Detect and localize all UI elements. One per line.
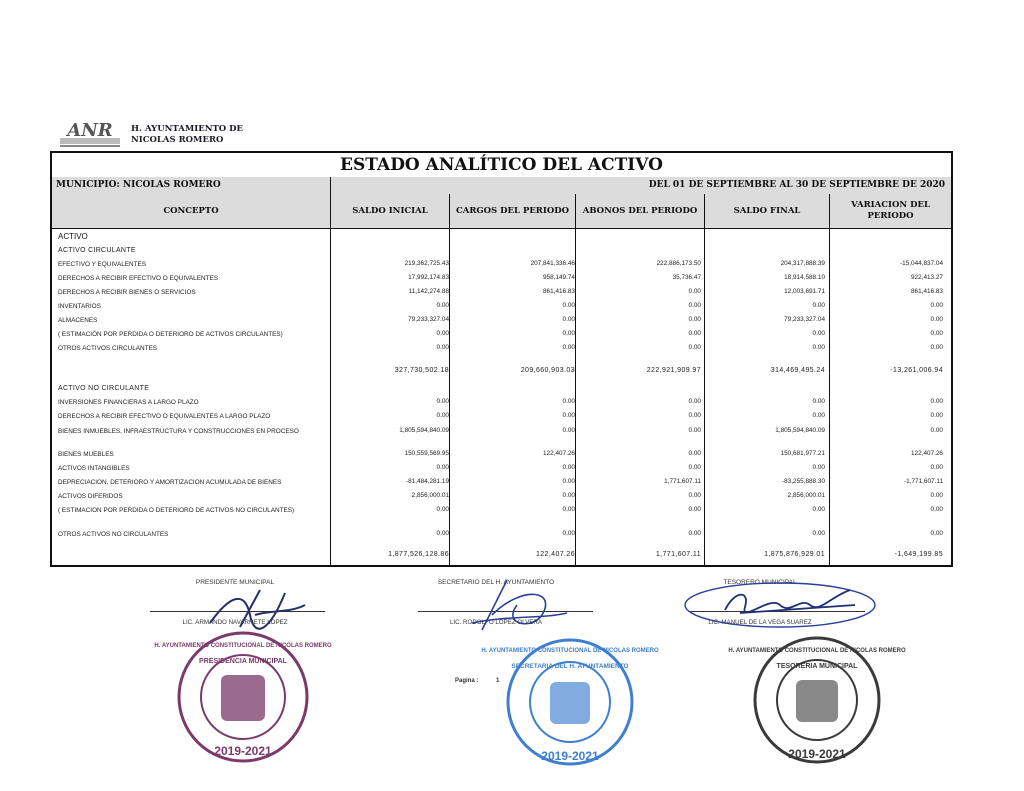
entity-name (131, 124, 243, 146)
row-sf-value: 0.00 (812, 530, 825, 537)
row-concept: INVERSIONES FINANCIERAS A LARGO PLAZO (58, 399, 199, 406)
row-abonos-value: 0.00 (688, 412, 701, 419)
row-var-value: -15,044,837.04 (900, 260, 943, 267)
row-si-value: 79,233,327.04 (408, 316, 449, 323)
col-header-abonos: ABONOS DEL PERIODO (575, 194, 704, 228)
signature-title-treasurer: TESORERO MUNICIPAL (723, 579, 797, 586)
row-abonos-value: 0.00 (688, 464, 701, 471)
municipality-logo (58, 116, 122, 150)
row-var-value: 0.00 (930, 530, 943, 537)
seal-secretaria-inner-text: SECRETARIA DEL H. AYUNTAMIENTO (511, 663, 629, 670)
row-abonos-value: 222,886,173.50 (656, 260, 701, 267)
row-abonos-value: 0.00 (688, 427, 701, 434)
row-var-value: 0.00 (930, 506, 943, 513)
row-sf-value: 314,469,495.24 (770, 367, 825, 374)
row-concept: DERECHOS A RECIBIR BIENES O SERVICIOS (58, 289, 196, 296)
row-concept: ACTIVOS INTANGIBLES (58, 465, 130, 472)
row-cargos-value: 207,841,336.46 (530, 260, 575, 267)
row-concept: ACTIVO NO CIRCULANTE (58, 385, 150, 392)
row-var-value: 0.00 (930, 344, 943, 351)
row-cargos-value: 209,660,903.03 (520, 367, 575, 374)
col-header-cargos: CARGOS DEL PERIODO (449, 194, 575, 228)
row-sf-value: -83,255,888.30 (782, 478, 825, 485)
row-si-value: 2,856,000.01 (411, 492, 449, 499)
row-cargos-value: 122,407.26 (543, 450, 575, 457)
row-sf-value: 2,856,000.01 (787, 492, 825, 499)
row-var-value: 0.00 (930, 398, 943, 405)
seal-tesoreria (728, 630, 906, 770)
row-abonos-value: 0.00 (688, 316, 701, 323)
col-header-saldo-inicial: SALDO INICIAL (330, 194, 449, 228)
signature-title-president: PRESIDENTE MUNICIPAL (195, 579, 275, 586)
row-si-value: 150,559,569.95 (404, 450, 449, 457)
seal-tesoreria-inner-text: TESORERIA MUNICIPAL (776, 663, 858, 670)
row-cargos-value: 0.00 (562, 330, 575, 337)
row-cargos-value: 0.00 (562, 478, 575, 485)
financial-statement-table (50, 151, 953, 567)
row-si-value: 0.00 (436, 464, 449, 471)
signature-name-secretary: LIC. RODOLFO LOPEZ OLVERA (449, 619, 543, 626)
row-var-value: 0.00 (930, 302, 943, 309)
row-sf-value: 0.00 (812, 398, 825, 405)
row-concept: OTROS ACTIVOS NO CIRCULANTES (58, 531, 169, 538)
row-sf-value: 0.00 (812, 506, 825, 513)
row-var-value: -13,261,006.94 (890, 367, 943, 374)
seal-presidencia-outer-text: H. AYUNTAMIENTO CONSTITUCIONAL DE NICOLAS ROMERO (154, 643, 332, 649)
row-concept: ( ESTIMACIÓN POR PERDIDA O DETERIORO DE ACTIVOS CIRCULANTES) (58, 331, 283, 338)
row-concept: ACTIVOS DIFERIDOS (58, 493, 123, 500)
row-sf-value: 150,681,977.21 (780, 450, 825, 457)
row-sf-value: 0.00 (812, 344, 825, 351)
row-var-value: 0.00 (930, 412, 943, 419)
row-abonos-value: 0.00 (688, 530, 701, 537)
row-concept: DERECHOS A RECIBIR EFECTIVO O EQUIVALENTES (58, 275, 219, 282)
row-si-value: 17,992,174.83 (408, 274, 449, 281)
row-cargos-value: 0.00 (562, 492, 575, 499)
row-abonos-value: 0.00 (688, 450, 701, 457)
signature-name-president: LIC. ARMANDO NAVARRETE LOPEZ (182, 619, 288, 626)
row-sf-value: 0.00 (812, 464, 825, 471)
document-title: ESTADO ANALÍTICO DEL ACTIVO (52, 153, 951, 178)
page-label: Pagina : (455, 678, 479, 684)
col-header-variacion: VARIACION DEL PERIODO (829, 194, 951, 228)
seal-tesoreria-years: 2019-2021 (788, 747, 846, 761)
row-si-value: 0.00 (436, 412, 449, 419)
municipality-row (52, 177, 951, 195)
row-sf-value: 18,914,588.10 (784, 274, 825, 281)
row-cargos-value: 0.00 (562, 316, 575, 323)
row-concept: EFECTIVO Y EQUIVALENTES (58, 261, 147, 268)
handwritten-signature-secretary (462, 575, 572, 635)
row-cargos-value: 0.00 (562, 427, 575, 434)
row-var-value: -1,649,199.85 (894, 551, 943, 558)
row-sf-value: 1,875,876,929.01 (764, 551, 825, 558)
row-sf-value: 1,805,594,840.09 (775, 427, 825, 434)
handwritten-signature-treasurer (680, 575, 880, 630)
row-var-value: 922,413.27 (911, 274, 943, 281)
row-concept: OTROS ACTIVOS CIRCULANTES (58, 345, 158, 352)
row-si-value: 1,877,526,128.86 (388, 551, 449, 558)
logo-text: ANR (67, 120, 113, 141)
seal-presidencia-years: 2019-2021 (214, 744, 272, 758)
row-si-value: 0.00 (436, 506, 449, 513)
seal-tesoreria-outer-text: H. AYUNTAMIENTO CONSTITUCIONAL DE NICOLAS ROMERO (728, 648, 906, 654)
row-abonos-value: 1,771,607.11 (655, 551, 701, 558)
row-cargos-value: 0.00 (562, 530, 575, 537)
row-abonos-value: 0.00 (688, 398, 701, 405)
page-number: 1 (496, 678, 500, 684)
row-abonos-value: 0.00 (688, 492, 701, 499)
row-si-value: 219,362,725.43 (404, 260, 449, 267)
seal-secretaria-years: 2019-2021 (541, 749, 599, 763)
row-cargos-value: 0.00 (562, 412, 575, 419)
col-header-concepto: CONCEPTO (163, 205, 219, 216)
row-concept: ( ESTIMACION POR PERDIDA O DETERIORO DE ACTIVOS NO CIRCULANTES) (58, 507, 295, 514)
row-var-value: 122,407.26 (911, 450, 943, 457)
row-cargos-value: 861,416.83 (543, 288, 575, 295)
row-abonos-value: 0.00 (688, 302, 701, 309)
row-concept: INVENTARIOS (58, 303, 101, 310)
row-abonos-value: 35,736.47 (672, 274, 701, 281)
row-si-value: 0.00 (436, 344, 449, 351)
row-abonos-value: 1,771,607.11 (664, 478, 701, 485)
row-si-value: 0.00 (436, 330, 449, 337)
row-sf-value: 0.00 (812, 412, 825, 419)
row-si-value: 0.00 (436, 530, 449, 537)
row-concept: BIENES MUEBLES (58, 451, 114, 458)
signature-title-secretary: SECRETARIO DEL H. AYUNTAMIENTO (437, 579, 555, 586)
seal-secretaria-outer-text: H. AYUNTAMIENTO CONSTITUCIONAL DE NICOLAS ROMERO (481, 648, 659, 654)
row-sf-value: 0.00 (812, 302, 825, 309)
column-header-row (52, 194, 951, 229)
row-si-value: 11,142,274.88 (408, 288, 449, 295)
seal-secretaria (481, 630, 659, 775)
row-var-value: 0.00 (930, 427, 943, 434)
row-sf-value: 79,233,327.04 (784, 316, 825, 323)
row-abonos-value: 0.00 (688, 330, 701, 337)
row-cargos-value: 958,149.74 (543, 274, 575, 281)
municipality-label: MUNICIPIO: NICOLAS ROMERO (56, 180, 221, 190)
seal-presidencia-inner-text: PRESIDENCIA MUNICIPAL (199, 658, 287, 665)
row-si-value: 327,730,502.18 (394, 367, 449, 374)
row-abonos-value: 222,921,909.97 (646, 367, 701, 374)
page-indicator (455, 678, 499, 684)
row-sf-value: 0.00 (812, 330, 825, 337)
row-var-value: 0.00 (930, 316, 943, 323)
row-si-value: 0.00 (436, 398, 449, 405)
row-var-value: 0.00 (930, 464, 943, 471)
row-abonos-value: 0.00 (688, 344, 701, 351)
col-header-saldo-final: SALDO FINAL (704, 194, 829, 228)
row-concept: DERECHOS A RECIBIR EFECTIVO O EQUIVALENTES A LARGO PLAZO (58, 413, 271, 420)
row-cargos-value: 0.00 (562, 464, 575, 471)
row-var-value: 0.00 (930, 492, 943, 499)
row-cargos-value: 0.00 (562, 302, 575, 309)
row-var-value: 0.00 (930, 330, 943, 337)
row-si-value: 0.00 (436, 302, 449, 309)
entity-line-2: NICOLAS ROMERO (131, 135, 224, 145)
row-concept: ALMACENES (58, 317, 98, 324)
row-cargos-value: 0.00 (562, 344, 575, 351)
row-concept: BIENES INMUEBLES, INFRAESTRUCTURA Y CONSTRUCCIONES EN PROCESO (58, 428, 299, 435)
row-cargos-value: 0.00 (562, 398, 575, 405)
seal-presidencia (154, 627, 332, 767)
row-concept: DEPRECIACION, DETERIORO Y AMORTIZACION ACUMULADA DE BIENES (58, 479, 282, 486)
row-cargos-value: 122,407.26 (535, 551, 575, 558)
period-label: DEL 01 DE SEPTIEMBRE AL 30 DE SEPTIEMBRE DE 2020 (648, 180, 945, 190)
row-abonos-value: 0.00 (688, 506, 701, 513)
row-concept: ACTIVO CIRCULANTE (58, 247, 136, 254)
row-si-value: 1,805,594,840.09 (399, 427, 449, 434)
row-var-value: 861,416.83 (911, 288, 943, 295)
row-sf-value: 204,317,888.39 (780, 260, 825, 267)
entity-line-1: H. AYUNTAMIENTO DE (131, 124, 243, 134)
row-sf-value: 12,003,691.71 (784, 288, 825, 295)
row-var-value: -1,771,607.11 (904, 478, 943, 485)
signature-name-treasurer: LIC. MANUEL DE LA VEGA SUAREZ (708, 619, 812, 626)
row-cargos-value: 0.00 (562, 506, 575, 513)
row-abonos-value: 0.00 (688, 288, 701, 295)
row-si-value: -81,484,281.19 (406, 478, 449, 485)
row-concept: ACTIVO (58, 232, 88, 241)
